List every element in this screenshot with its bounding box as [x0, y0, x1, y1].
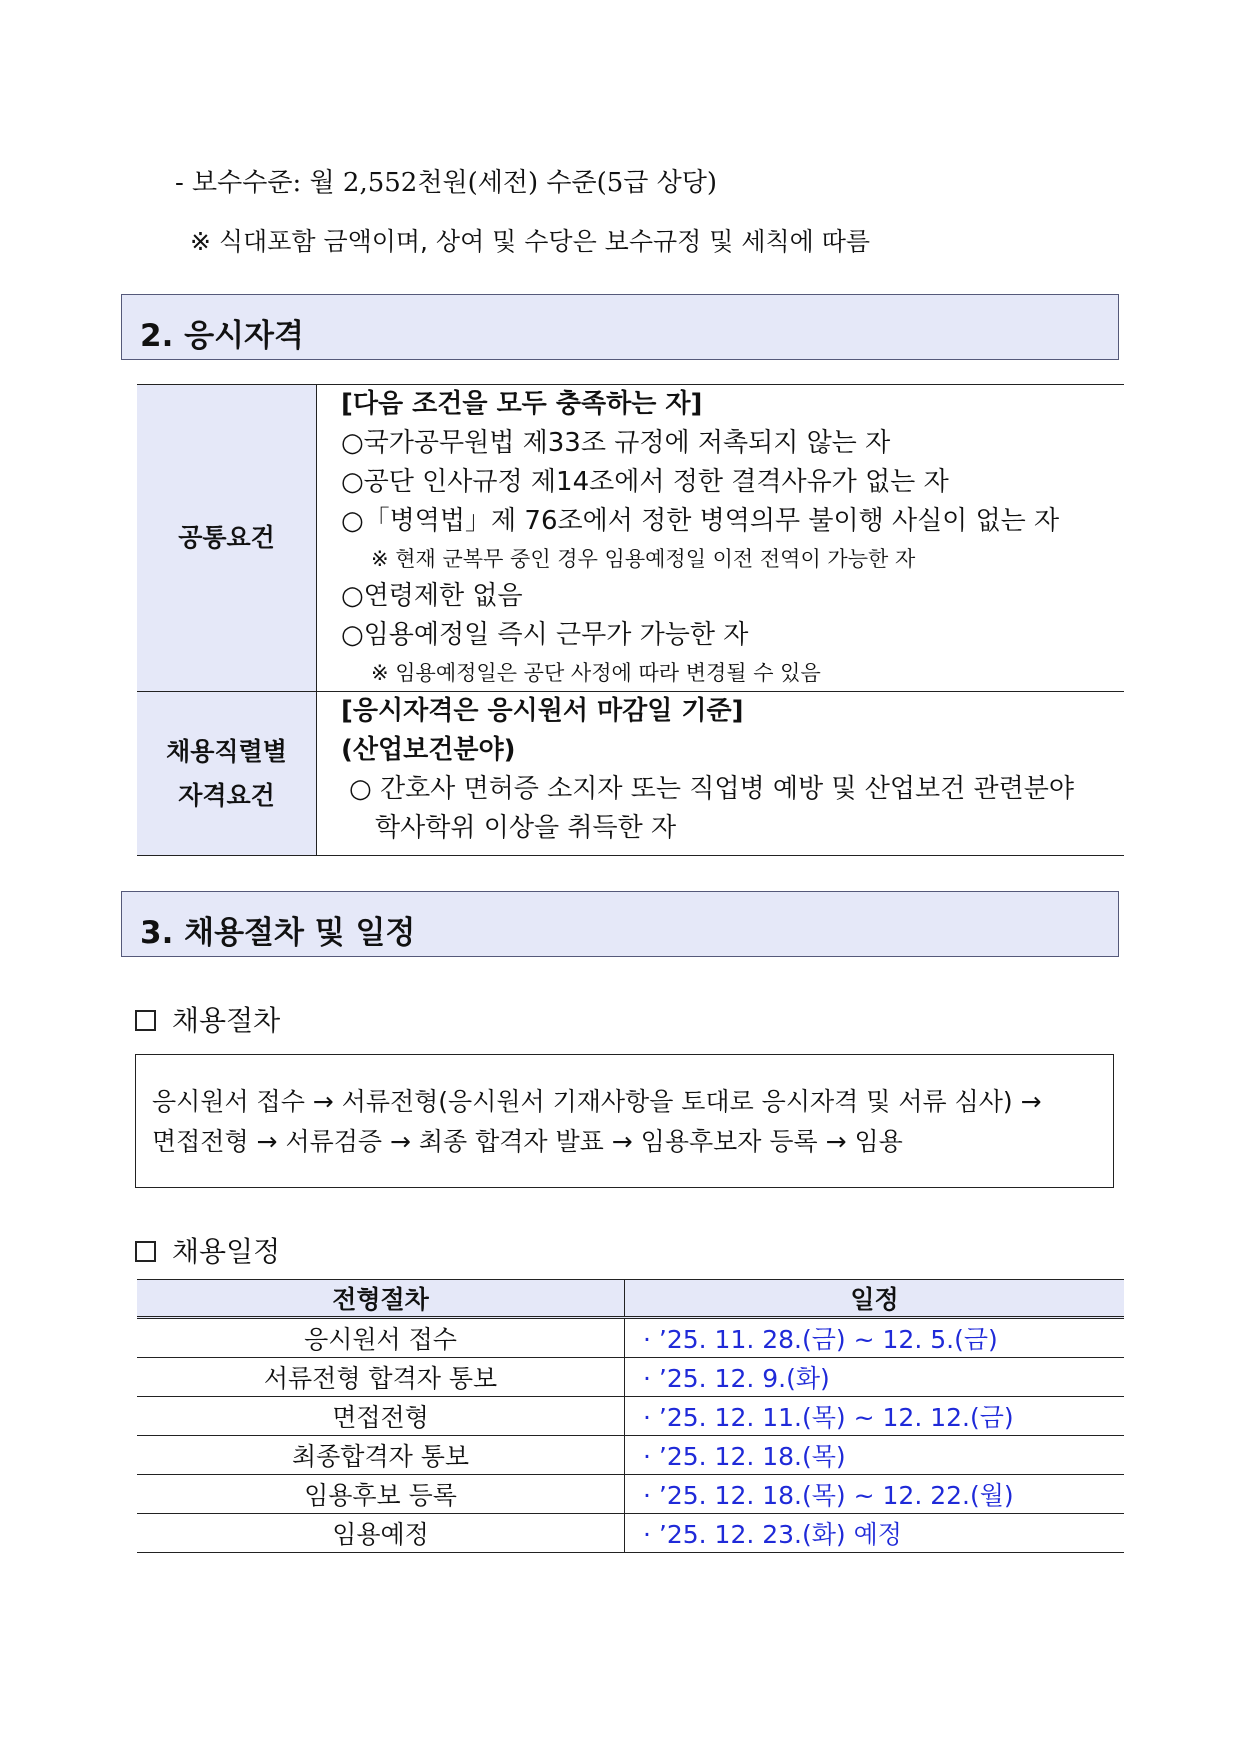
job-label-line: 자격요건 — [178, 780, 275, 810]
job-requirements-label — [137, 692, 317, 856]
table-row — [137, 1436, 1124, 1475]
job-label-line: 채용직렬별 — [166, 736, 287, 766]
schedule-heading-text: 채용일정 — [172, 1235, 281, 1268]
section-2-header — [121, 294, 1119, 360]
schedule-step: 면접전형 — [137, 1397, 625, 1436]
process-heading-text: 채용절차 — [172, 1004, 281, 1037]
schedule-date: · ’25. 12. 18.(목) — [625, 1436, 1125, 1475]
job-heading: [응시자격은 응시원서 마감일 기준] — [341, 696, 744, 726]
table-row — [137, 1397, 1124, 1436]
checkbox-icon — [135, 1241, 156, 1262]
salary-note: ※ 식대포함 금액이며, 상여 및 수당은 보수규정 및 세칙에 따름 — [190, 227, 871, 256]
schedule-header-row — [137, 1280, 1124, 1318]
schedule-step: 서류전형 합격자 통보 — [137, 1358, 625, 1397]
common-item: ○「병역법」제 76조에서 정한 병역의무 불이행 사실이 없는 자 — [341, 506, 1060, 536]
schedule-date: · ’25. 12. 9.(화) — [625, 1358, 1125, 1397]
common-requirements-row — [137, 385, 1124, 692]
common-item: ○연령제한 없음 — [341, 581, 523, 611]
schedule-step: 임용예정 — [137, 1514, 625, 1553]
job-requirements-content — [317, 692, 1125, 856]
qualification-table — [137, 384, 1124, 856]
job-field: (산업보건분야) — [341, 735, 516, 765]
schedule-step: 최종합격자 통보 — [137, 1436, 625, 1475]
common-requirements-label: 공통요건 — [137, 385, 317, 692]
table-row — [137, 1358, 1124, 1397]
common-item: ○임용예정일 즉시 근무가 가능한 자 — [341, 620, 749, 650]
process-box — [135, 1054, 1114, 1188]
process-line: 면접전형 → 서류검증 → 최종 합격자 발표 → 임용후보자 등록 → 임용 — [152, 1127, 903, 1156]
schedule-col-step: 전형절차 — [137, 1280, 625, 1318]
schedule-table — [137, 1279, 1124, 1553]
common-item: ○공단 인사규정 제14조에서 정한 결격사유가 없는 자 — [341, 467, 949, 497]
schedule-date: · ’25. 12. 23.(화) 예정 — [625, 1514, 1125, 1553]
job-item: ○ 간호사 면허증 소지자 또는 직업병 예방 및 산업보건 관련분야 — [349, 774, 1074, 804]
common-item: ○국가공무원법 제33조 규정에 저촉되지 않는 자 — [341, 428, 891, 458]
schedule-col-date: 일정 — [625, 1280, 1125, 1318]
schedule-heading — [135, 1230, 280, 1270]
table-row — [137, 1318, 1124, 1358]
common-note: ※ 임용예정일은 공단 사정에 따라 변경될 수 있음 — [371, 661, 821, 685]
schedule-step: 임용후보 등록 — [137, 1475, 625, 1514]
section-3-title: 3. 채용절차 및 일정 — [140, 915, 416, 951]
table-row — [137, 1514, 1124, 1553]
job-requirements-row — [137, 692, 1124, 856]
common-requirements-content — [317, 385, 1125, 692]
schedule-date: · ’25. 12. 18.(목) ~ 12. 22.(월) — [625, 1475, 1125, 1514]
schedule-date: · ’25. 12. 11.(목) ~ 12. 12.(금) — [625, 1397, 1125, 1436]
checkbox-icon — [135, 1010, 156, 1031]
schedule-date: · ’25. 11. 28.(금) ~ 12. 5.(금) — [625, 1318, 1125, 1358]
process-line: 응시원서 접수 → 서류전형(응시원서 기재사항을 토대로 응시자격 및 서류 심사) → — [152, 1087, 1042, 1116]
table-row — [137, 1475, 1124, 1514]
section-3-header — [121, 891, 1119, 957]
common-note: ※ 현재 군복무 중인 경우 임용예정일 이전 전역이 가능한 자 — [371, 547, 916, 571]
section-2-title: 2. 응시자격 — [140, 318, 304, 354]
salary-line: - 보수수준: 월 2,552천원(세전) 수준(5급 상당) — [175, 168, 718, 198]
process-heading — [135, 999, 280, 1039]
common-heading: [다음 조건을 모두 충족하는 자] — [341, 389, 703, 419]
job-item-continued: 학사학위 이상을 취득한 자 — [375, 813, 677, 843]
schedule-step: 응시원서 접수 — [137, 1318, 625, 1358]
